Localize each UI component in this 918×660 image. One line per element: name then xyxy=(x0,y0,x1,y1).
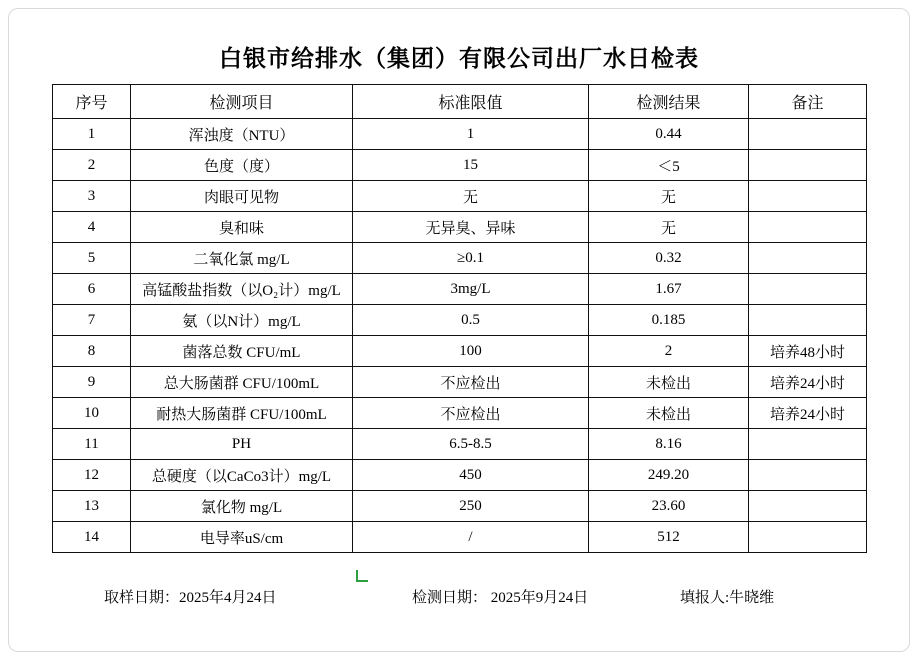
table-row xyxy=(53,398,867,429)
cell-no: 11 xyxy=(53,429,131,460)
cell-result: 无 xyxy=(589,212,749,243)
table-row xyxy=(53,429,867,460)
cell-item: 肉眼可见物 xyxy=(131,181,353,212)
cell-item: 氨（以N计）mg/L xyxy=(131,305,353,336)
cell-result: 未检出 xyxy=(589,367,749,398)
cell-no: 9 xyxy=(53,367,131,398)
cell-std: 1 xyxy=(353,119,589,150)
cell-note: 培养48小时 xyxy=(749,336,867,367)
table-row xyxy=(53,336,867,367)
cell-item: PH xyxy=(131,429,353,460)
cell-note: 培养24小时 xyxy=(749,367,867,398)
table-header-row xyxy=(53,85,867,119)
cell-std: 6.5-8.5 xyxy=(353,429,589,460)
table-row xyxy=(53,305,867,336)
cell-result: 0.44 xyxy=(589,119,749,150)
cell-no: 2 xyxy=(53,150,131,181)
table-row xyxy=(53,119,867,150)
cell-item: 浑浊度（NTU） xyxy=(131,119,353,150)
cell-result: 8.16 xyxy=(589,429,749,460)
cell-result: 1.67 xyxy=(589,274,749,305)
cell-no: 5 xyxy=(53,243,131,274)
table-row xyxy=(53,243,867,274)
cell-no: 14 xyxy=(53,522,131,553)
cell-item: 总大肠菌群 CFU/100mL xyxy=(131,367,353,398)
cell-std: 0.5 xyxy=(353,305,589,336)
cell-std: 无 xyxy=(353,181,589,212)
document-footer xyxy=(52,582,866,612)
cell-no: 1 xyxy=(53,119,131,150)
cell-no: 12 xyxy=(53,460,131,491)
cell-std: 3mg/L xyxy=(353,274,589,305)
cell-std: / xyxy=(353,522,589,553)
cell-item: 臭和味 xyxy=(131,212,353,243)
cell-item: 二氧化氯 mg/L xyxy=(131,243,353,274)
cell-std: 不应检出 xyxy=(353,367,589,398)
column-header-item: 检测项目 xyxy=(131,85,353,119)
cell-result: 23.60 xyxy=(589,491,749,522)
cell-result: 512 xyxy=(589,522,749,553)
cell-item: 耐热大肠菌群 CFU/100mL xyxy=(131,398,353,429)
cell-item: 高锰酸盐指数（以O₂计）mg/L xyxy=(131,274,353,305)
cell-note xyxy=(749,274,867,305)
cell-note xyxy=(749,305,867,336)
table-row xyxy=(53,212,867,243)
cell-no: 3 xyxy=(53,181,131,212)
cell-note: 培养24小时 xyxy=(749,398,867,429)
cell-item: 色度（度） xyxy=(131,150,353,181)
cell-result: 无 xyxy=(589,181,749,212)
cell-std: 15 xyxy=(353,150,589,181)
cell-std: 250 xyxy=(353,491,589,522)
selection-corner-marker xyxy=(356,570,368,582)
table-row xyxy=(53,460,867,491)
cell-note xyxy=(749,212,867,243)
cell-note xyxy=(749,119,867,150)
cell-result: ＜5 xyxy=(589,150,749,181)
table-row xyxy=(53,367,867,398)
table-row xyxy=(53,181,867,212)
cell-no: 8 xyxy=(53,336,131,367)
cell-no: 13 xyxy=(53,491,131,522)
cell-result: 249.20 xyxy=(589,460,749,491)
cell-result: 0.185 xyxy=(589,305,749,336)
filler-name-text: 填报人:牛晓维 xyxy=(680,590,775,606)
cell-note xyxy=(749,181,867,212)
table-row xyxy=(53,491,867,522)
cell-result: 0.32 xyxy=(589,243,749,274)
cell-item: 菌落总数 CFU/mL xyxy=(131,336,353,367)
column-header-no: 序号 xyxy=(53,85,131,119)
cell-result: 2 xyxy=(589,336,749,367)
cell-note xyxy=(749,522,867,553)
cell-std: 100 xyxy=(353,336,589,367)
sample-date-text: 取样日期：2025年4月24日 xyxy=(104,590,277,606)
cell-note xyxy=(749,429,867,460)
cell-note xyxy=(749,150,867,181)
cell-item: 氯化物 mg/L xyxy=(131,491,353,522)
cell-note xyxy=(749,243,867,274)
cell-std: 无异臭、异味 xyxy=(353,212,589,243)
table-row xyxy=(53,522,867,553)
table-row xyxy=(53,274,867,305)
page-title: 白银市给排水（集团）有限公司出厂水日检表 xyxy=(219,46,699,71)
cell-std: ≥0.1 xyxy=(353,243,589,274)
cell-no: 6 xyxy=(53,274,131,305)
test-date-text: 检测日期： 2025年9月24日 xyxy=(412,590,589,606)
cell-note xyxy=(749,460,867,491)
cell-result: 未检出 xyxy=(589,398,749,429)
cell-item: 电导率uS/cm xyxy=(131,522,353,553)
cell-std: 不应检出 xyxy=(353,398,589,429)
column-header-result: 检测结果 xyxy=(589,85,749,119)
cell-no: 4 xyxy=(53,212,131,243)
cell-no: 7 xyxy=(53,305,131,336)
column-header-std: 标准限值 xyxy=(353,85,589,119)
cell-no: 10 xyxy=(53,398,131,429)
column-header-note: 备注 xyxy=(749,85,867,119)
cell-std: 450 xyxy=(353,460,589,491)
table-row xyxy=(53,150,867,181)
inspection-table xyxy=(52,84,867,553)
cell-note xyxy=(749,491,867,522)
cell-item: 总硬度（以CaCo3计）mg/L xyxy=(131,460,353,491)
